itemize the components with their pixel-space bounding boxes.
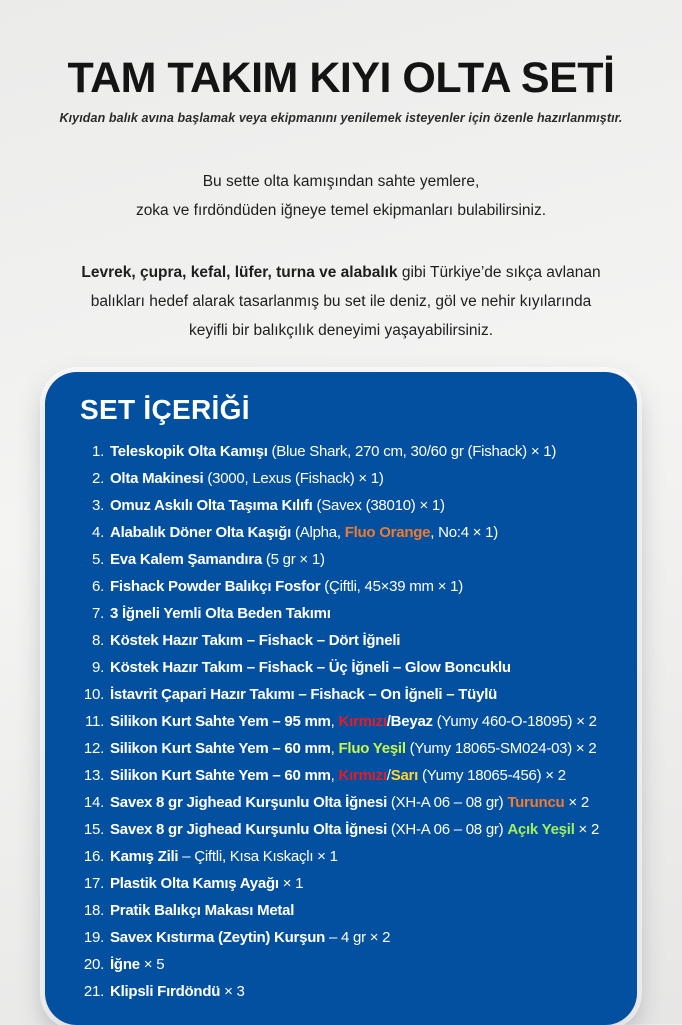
list-item <box>80 600 619 627</box>
text-segment: /Beyaz <box>386 713 433 730</box>
text-segment: × 2 <box>574 821 600 838</box>
text-segment: Klipsli Fırdöndü <box>110 983 221 1000</box>
item-text <box>110 573 619 600</box>
item-number: 10. <box>83 686 104 703</box>
text-segment: keyifli bir balıkçılık deneyimi yaşayabilirsiniz. <box>188 322 494 339</box>
text-segment: (Blue Shark, 270 cm, 30/60 gr (Fishack) × 1) <box>267 443 557 460</box>
list-item <box>80 465 619 492</box>
text-segment: Silikon Kurt Sahte Yem – 95 mm <box>110 713 331 730</box>
text-segment: (Yumy 18065-SM024-03) × 2 <box>405 740 597 757</box>
text-segment: (XH-A 06 – 08 gr) <box>387 821 508 838</box>
set-contents-list <box>80 438 619 1005</box>
item-number: 4. <box>91 524 104 541</box>
item-number: 12. <box>83 740 104 757</box>
item-text <box>110 789 619 816</box>
text-segment: Sarı <box>390 767 419 784</box>
text-segment: (3000, Lexus (Fishack) × 1) <box>203 470 384 487</box>
text-segment: (Çiftli, 45×39 mm × 1) <box>320 578 463 595</box>
item-number: 8. <box>91 632 104 649</box>
set-contents-heading: SET İÇERİĞİ <box>80 394 250 425</box>
list-item <box>80 843 619 870</box>
item-text <box>110 546 619 573</box>
text-segment: Olta Makinesi <box>110 470 204 487</box>
item-number: 1. <box>91 443 104 460</box>
text-segment: Turuncu <box>507 794 565 811</box>
list-item <box>80 816 619 843</box>
text-segment: , No:4 × 1) <box>430 524 498 541</box>
list-item <box>80 627 619 654</box>
item-number: 21. <box>83 983 104 1000</box>
item-text <box>110 492 619 519</box>
text-segment: – 4 gr × 2 <box>325 929 391 946</box>
text-segment: Eva Kalem Şamandıra <box>110 551 262 568</box>
text-segment: Fluo Yeşil <box>338 740 406 757</box>
text-segment: (Yumy 18065-456) × 2 <box>418 767 566 784</box>
list-item <box>80 924 619 951</box>
item-text <box>110 816 619 843</box>
text-segment: × 3 <box>220 983 245 1000</box>
set-contents-box <box>45 372 637 1025</box>
item-text <box>110 627 619 654</box>
text-segment: Alabalık Döner Olta Kaşığı <box>110 524 292 541</box>
item-text <box>110 762 619 789</box>
list-item <box>80 870 619 897</box>
item-number: 7. <box>91 605 104 622</box>
text-segment: Teleskopik Olta Kamışı <box>110 443 268 460</box>
list-item <box>80 438 619 465</box>
list-item <box>80 708 619 735</box>
text-segment: Açık Yeşil <box>507 821 575 838</box>
text-segment: (Savex (38010) × 1) <box>312 497 445 514</box>
list-item <box>80 519 619 546</box>
text-segment: 3 İğneli Yemli Olta Beden Takımı <box>110 605 331 622</box>
text-segment: Plastik Olta Kamış Ayağı <box>110 875 279 892</box>
text-segment: (Alpha, <box>291 524 345 541</box>
text-segment: Pratik Balıkçı Makası Metal <box>110 902 295 919</box>
intro-paragraph: Bu sette olta kamışından sahte yemlere, zoka ve fırdöndüden iğneye temel ekipmanları bulabilirsiniz. <box>135 173 547 219</box>
item-text <box>110 438 619 465</box>
text-segment: , <box>330 767 339 784</box>
item-number: 6. <box>91 578 104 595</box>
text-segment: Savex 8 gr Jighead Kurşunlu Olta İğnesi <box>110 794 388 811</box>
item-text <box>110 897 619 924</box>
item-text <box>110 978 619 1005</box>
item-text <box>110 600 619 627</box>
item-number: 19. <box>83 929 104 946</box>
list-item <box>80 735 619 762</box>
text-segment: Savex 8 gr Jighead Kurşunlu Olta İğnesi <box>110 821 388 838</box>
text-segment: Köstek Hazır Takım – Fishack – Üç İğneli – Glow Boncuklu <box>110 659 511 676</box>
text-segment: , <box>330 713 339 730</box>
list-item <box>80 573 619 600</box>
item-text <box>110 708 619 735</box>
item-number: 13. <box>83 767 104 784</box>
text-segment: , <box>330 740 339 757</box>
item-number: 20. <box>83 956 104 973</box>
page-title: TAM TAKIM KIYI OLTA SETİ <box>67 54 615 102</box>
item-number: 18. <box>83 902 104 919</box>
text-segment: gibi Türkiye’de sıkça avlanan <box>397 264 601 281</box>
item-text <box>110 465 619 492</box>
list-item <box>80 762 619 789</box>
text-segment: Silikon Kurt Sahte Yem – 60 mm <box>110 740 331 757</box>
text-segment: Köstek Hazır Takım – Fishack – Dört İğneli <box>110 632 401 649</box>
list-item <box>80 978 619 1005</box>
page-subtitle: Kıyıdan balık avına başlamak veya ekipmanını yenilemek isteyenler için özenle hazırlanmıştır. <box>59 111 623 125</box>
text-segment: / <box>386 767 391 784</box>
text-segment: (XH-A 06 – 08 gr) <box>387 794 508 811</box>
text-segment: Fluo Orange <box>344 524 431 541</box>
text-segment: Fishack Powder Balıkçı Fosfor <box>110 578 321 595</box>
text-segment: balıkları hedef alarak tasarlanmış bu set ile deniz, göl ve nehir kıyılarında <box>90 293 592 310</box>
item-number: 5. <box>91 551 104 568</box>
text-segment: İğne <box>110 956 140 973</box>
list-item <box>80 681 619 708</box>
text-segment: × 1 <box>278 875 304 892</box>
item-text <box>110 870 619 897</box>
text-segment: – Çiftli, Kısa Kıskaçlı × 1 <box>178 848 338 865</box>
text-segment: (Yumy 460-O-18095) × 2 <box>432 713 597 730</box>
list-item <box>80 546 619 573</box>
item-text <box>110 951 619 978</box>
item-number: 2. <box>91 470 104 487</box>
description-paragraph <box>0 258 682 345</box>
text-segment: × 5 <box>139 956 165 973</box>
item-text <box>110 681 619 708</box>
item-text <box>110 519 619 546</box>
item-number: 15. <box>83 821 104 838</box>
item-number: 3. <box>91 497 104 514</box>
list-item <box>80 492 619 519</box>
list-item <box>80 897 619 924</box>
item-number: 17. <box>83 875 104 892</box>
list-item <box>80 654 619 681</box>
list-item <box>80 951 619 978</box>
text-segment: İstavrit Çapari Hazır Takımı – Fishack – On İğneli – Tüylü <box>110 686 498 703</box>
item-text <box>110 654 619 681</box>
text-segment: (5 gr × 1) <box>262 551 325 568</box>
text-segment: Kamış Zili <box>110 848 179 865</box>
list-item <box>80 789 619 816</box>
item-number: 11. <box>85 713 104 730</box>
item-text <box>110 735 619 762</box>
text-segment: Silikon Kurt Sahte Yem – 60 mm <box>110 767 331 784</box>
item-text <box>110 924 619 951</box>
item-text <box>110 843 619 870</box>
text-segment: × 2 <box>564 794 589 811</box>
item-number: 9. <box>91 659 104 676</box>
text-segment: Savex Kıstırma (Zeytin) Kurşun <box>110 929 326 946</box>
text-segment: Levrek, çupra, kefal, lüfer, turna ve alabalık <box>81 264 398 281</box>
text-segment: Omuz Askılı Olta Taşıma Kılıfı <box>110 497 313 514</box>
text-segment: Kırmızı <box>338 767 387 784</box>
item-number: 14. <box>83 794 104 811</box>
text-segment: Kırmızı <box>338 713 387 730</box>
item-number: 16. <box>83 848 104 865</box>
